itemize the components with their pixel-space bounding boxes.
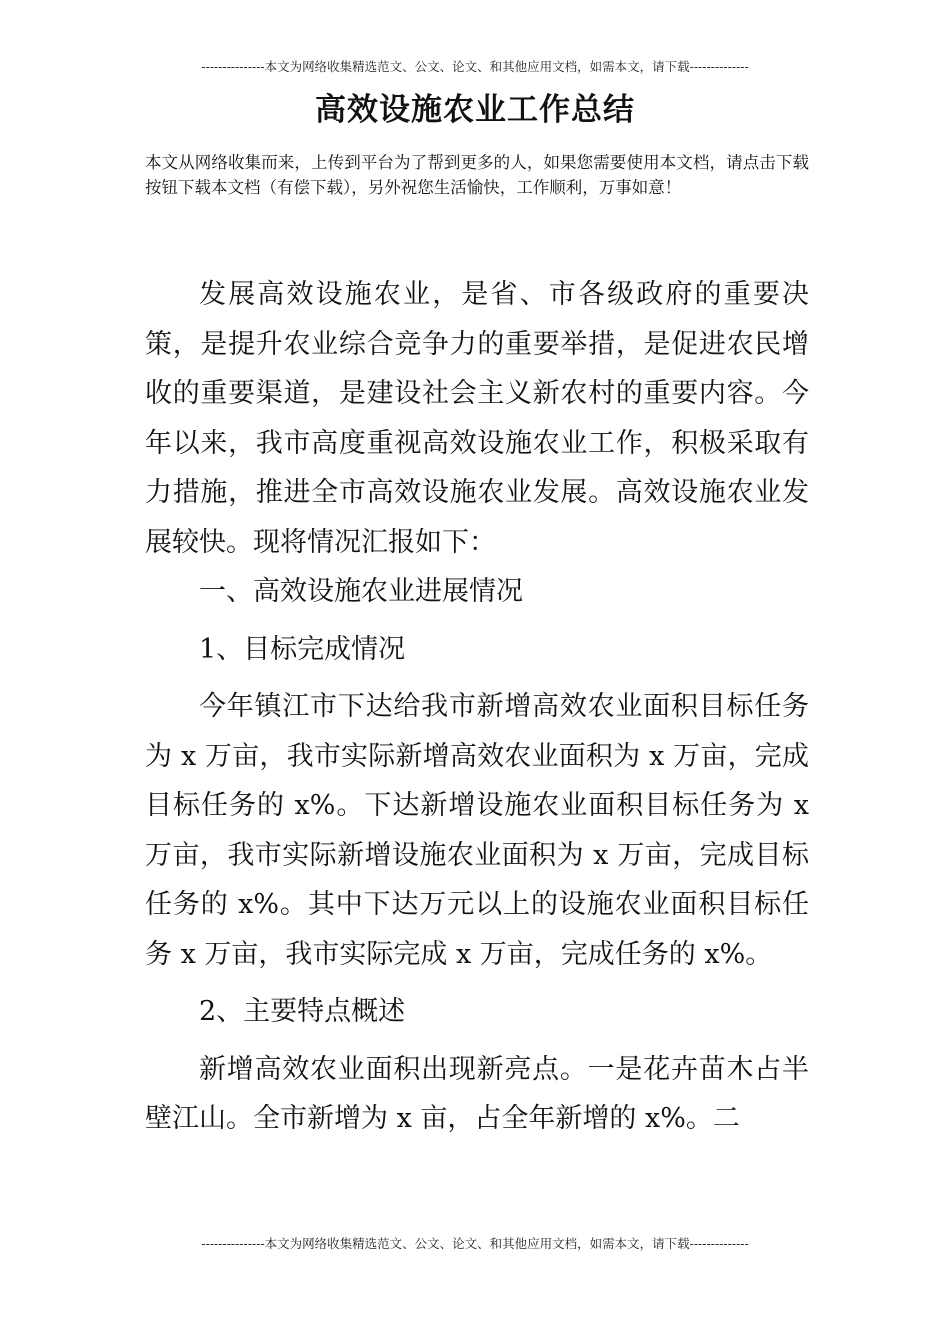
document-body: [145, 270, 809, 1144]
paragraph-background: 发展高效设施农业，是省、市各级政府的重要决策，是提升农业综合竞争力的重要举措，是促进农民增收的重要渠道，是建设社会主义新农村的重要内容。今年以来，我市高度重视高效设施农业工作，积极采取有力措施，推进全市高效设施农业发展。高效设施农业发展较快。现将情况汇报如下：: [145, 279, 809, 558]
footer-banner: ---------------本文为网络收集精选范文、公文、论文、和其他应用文档，如需本文，请下载--------------: [201, 1236, 749, 1251]
paragraph-targets: 今年镇江市下达给我市新增高效农业面积目标任务为 x 万亩，我市实际新增高效农业面积为 x 万亩，完成目标任务的 x%。下达新增设施农业面积目标任务为 x 万亩，我市实际新增设施农业面积为 x 万亩，完成目标任务的 x%。其中下达万元以上的设施农业面积目标任务 x 万亩，我市实际完成 x 万亩，完成任务的 x%。: [145, 691, 809, 970]
intro-notice: 本文从网络收集而来，上传到平台为了帮到更多的人，如果您需要使用本文档，请点击下载按钮下载本文档（有偿下载），另外祝您生活愉快，工作顺利，万事如意！: [145, 153, 809, 197]
subsection-heading-targets: 1、目标完成情况: [199, 633, 406, 665]
paragraph-features: 新增高效农业面积出现新亮点。一是花卉苗木占半壁江山。全市新增为 x 亩，占全年新增的 x%。二: [145, 1053, 809, 1134]
section-heading-progress: 一、高效设施农业进展情况: [199, 576, 523, 607]
subsection-heading-features: 2、主要特点概述: [199, 996, 406, 1027]
document-title: 高效设施农业工作总结: [315, 92, 635, 128]
header-banner: ---------------本文为网络收集精选范文、公文、论文、和其他应用文档，如需本文，请下载--------------: [201, 59, 749, 74]
